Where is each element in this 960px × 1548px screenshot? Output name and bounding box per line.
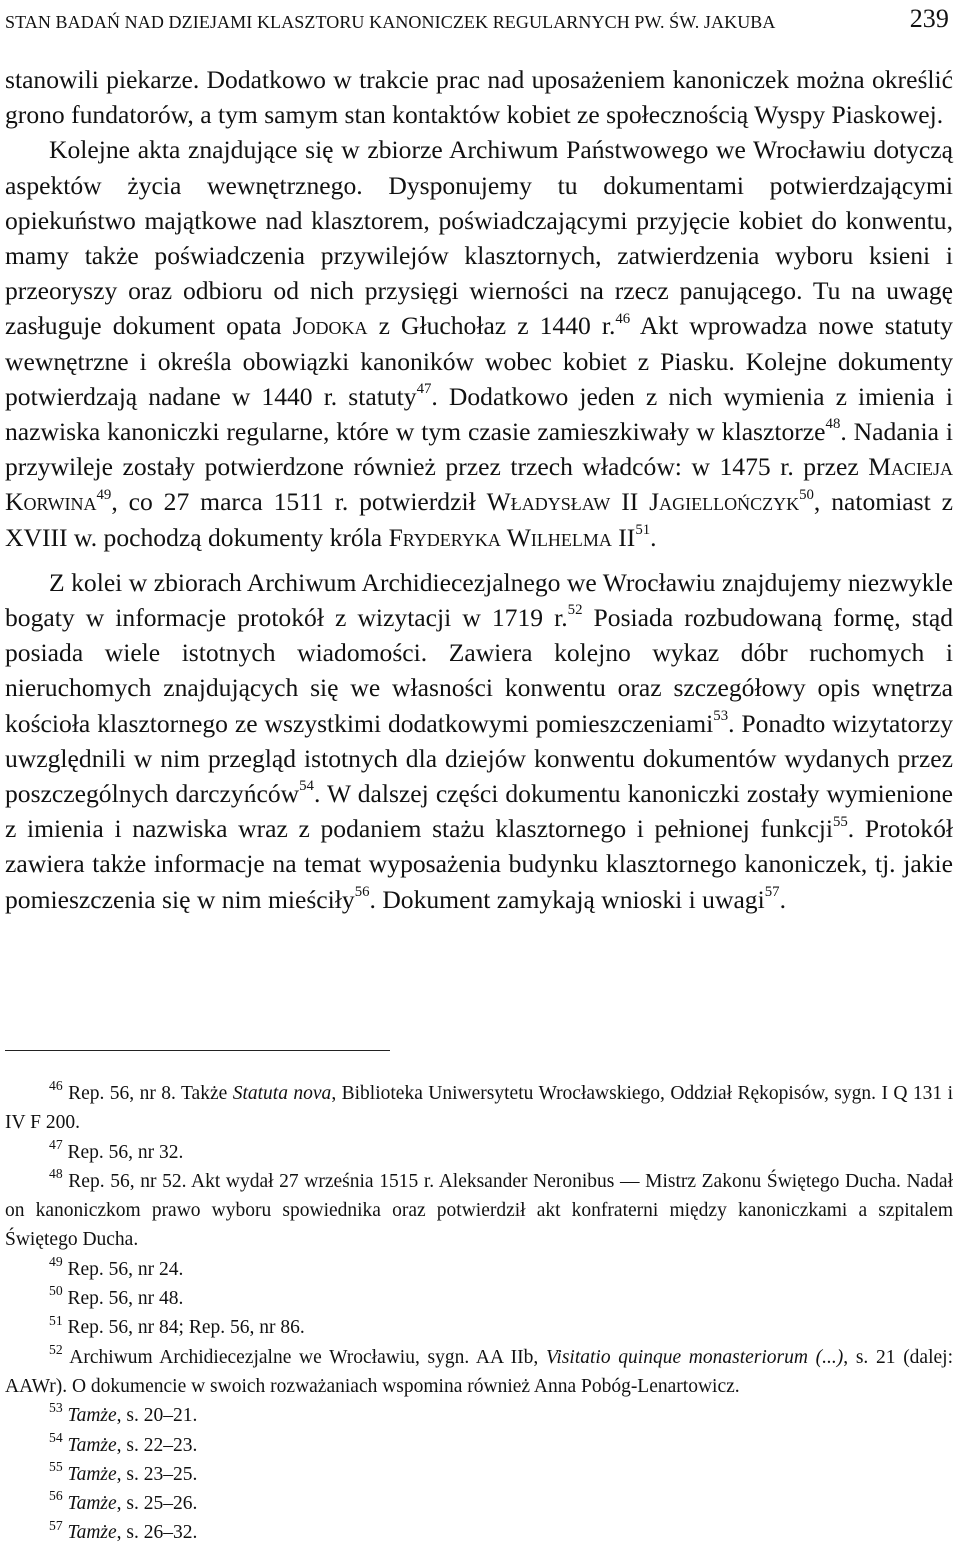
footnote-number: 56 bbox=[49, 1488, 63, 1504]
footnote-ref[interactable]: 52 bbox=[567, 602, 583, 619]
main-text bbox=[5, 62, 953, 917]
text-run: Z kolei w zbiorach Archiwum Archidiecezjalnego we Wrocławiu znajdujemy niezwykle bogaty w informacje protokół z wizytacji w 1719 r. bbox=[5, 567, 953, 633]
footnote-text: , s. 23–25. bbox=[116, 1463, 198, 1485]
paragraph-3 bbox=[5, 565, 953, 917]
running-header bbox=[5, 4, 955, 40]
footnote-46 bbox=[5, 1079, 953, 1138]
page-number: 239 bbox=[909, 4, 949, 33]
footnote-57 bbox=[5, 1518, 953, 1547]
footnote-52 bbox=[5, 1343, 953, 1402]
footnote-ref[interactable]: 53 bbox=[713, 707, 729, 724]
text-run: Kolejne akta znajdujące się w zbiorze Archiwum Państwowego we Wrocławiu dotyczą aspektów życia wewnętrznego. Dysponujemy tu dokumentami potwierdzającymi opiekuństwo majątkowe nad klasztorem, poświadczającymi przyjęcie kobiet do konwentu, mamy także poświadczenia przywilejów klasztornych, zatwierdzenia wyboru ksieni i przeoryszy oraz odbioru od nich przysięgi wierności na rzecz panującego. Tu na uwagę zasługuje dokument opata bbox=[5, 135, 953, 341]
footnote-47 bbox=[5, 1138, 953, 1167]
running-title: STAN BADAŃ NAD DZIEJAMI KLASZTORU KANONICZEK REGULARNYCH PW. ŚW. JAKUBA bbox=[5, 12, 776, 32]
text-run: . Protokół zawiera także informacje na temat wyposażenia budynku klasztornego kanoniczek, tj. jakie pomieszczenia się w nim mieściły bbox=[5, 814, 954, 914]
footnote-ref[interactable]: 50 bbox=[799, 486, 814, 503]
text-run: . Dodatkowo jeden z nich wymienia z imienia i nazwiska kanoniczki regularne, które w tym czasie zamieszkiwały w klasztorze bbox=[5, 381, 953, 447]
footnote-number: 57 bbox=[49, 1517, 63, 1533]
footnote-text: , s. 22–23. bbox=[116, 1434, 198, 1456]
text-run: . W dalszej części dokumentu kanoniczki zostały wymienione z imienia i nazwiska wraz z podaniem stażu klasztornego i pełnionej funkcji bbox=[5, 779, 953, 844]
text-run: . Dokument zamykają wnioski i uwagi bbox=[369, 884, 765, 914]
footnote-49 bbox=[5, 1255, 953, 1284]
paragraph-1 bbox=[5, 62, 953, 132]
title-italic: Statuta nova bbox=[232, 1083, 332, 1104]
footnote-text: , s. 20–21. bbox=[116, 1405, 198, 1427]
footnote-53 bbox=[5, 1401, 953, 1430]
footnote-number: 51 bbox=[49, 1312, 63, 1328]
paragraph-2 bbox=[5, 132, 953, 554]
person-name: Macieja Korwina bbox=[5, 452, 953, 517]
footnote-number: 54 bbox=[49, 1429, 63, 1445]
footnote-ref[interactable]: 55 bbox=[832, 813, 848, 830]
footnote-text: Archiwum Archidiecezjalne we Wrocławiu, sygn. AA IIb, bbox=[69, 1346, 546, 1368]
footnote-55 bbox=[5, 1460, 953, 1489]
footnote-text: Rep. 56, nr 84; Rep. 56, nr 86. bbox=[67, 1317, 305, 1339]
footnotes bbox=[5, 1079, 953, 1548]
text-run: . bbox=[650, 522, 657, 552]
text-run: z Głuchołaz z 1440 r. bbox=[367, 311, 616, 341]
footnote-number: 48 bbox=[49, 1166, 63, 1182]
ibid-italic: Tamże bbox=[67, 1405, 117, 1427]
footnote-number: 50 bbox=[49, 1283, 63, 1299]
footnote-ref[interactable]: 47 bbox=[416, 381, 432, 398]
footnote-ref[interactable]: 46 bbox=[615, 310, 631, 327]
text-run: Akt wprowadza nowe statuty wewnętrzne i określa obowiązki kanoników wobec kobiet z Piasku. Kolejne dokumenty potwierdzają nadane w 1440 r. statuty bbox=[5, 311, 953, 411]
footnote-48 bbox=[5, 1167, 953, 1255]
footnote-number: 46 bbox=[49, 1078, 63, 1094]
footnote-ref[interactable]: 54 bbox=[299, 778, 314, 795]
footnote-56 bbox=[5, 1489, 953, 1518]
footnote-separator bbox=[5, 1050, 390, 1051]
text-run: . Nadania i przywileje zostały potwierdzone również przez trzech władców: w 1475 r. przez bbox=[5, 417, 953, 482]
footnote-number: 49 bbox=[49, 1253, 63, 1269]
person-name: Jodoka bbox=[292, 311, 368, 341]
footnote-number: 47 bbox=[49, 1136, 63, 1152]
person-name: Fryderyka Wilhelma bbox=[388, 522, 612, 552]
footnote-ref[interactable]: 57 bbox=[764, 883, 780, 900]
footnote-text: Rep. 56, nr 8. Także bbox=[68, 1083, 233, 1104]
ibid-italic: Tamże bbox=[67, 1463, 117, 1485]
ibid-italic: Tamże bbox=[67, 1434, 117, 1456]
footnote-ref[interactable]: 48 bbox=[825, 416, 841, 433]
text-run: II bbox=[611, 522, 636, 552]
footnote-number: 52 bbox=[49, 1341, 63, 1357]
text-run: stanowili piekarze. Dodatkowo w trakcie prac nad uposażeniem kanoniczek można określić grono fundatorów, a tym samym stan kontaktów kobiet ze społecznością Wyspy Piaskowej. bbox=[5, 65, 953, 130]
footnote-51 bbox=[5, 1313, 953, 1342]
footnote-ref[interactable]: 49 bbox=[96, 486, 112, 503]
footnote-ref[interactable]: 51 bbox=[635, 521, 651, 538]
footnote-text: , Biblioteka Uniwersytetu Wrocławskiego, Oddział Rękopisów, sygn. I Q 131 i IV F 200. bbox=[5, 1083, 953, 1134]
text-run: . bbox=[779, 884, 786, 914]
ibid-italic: Tamże bbox=[67, 1522, 117, 1544]
person-name: Władysław II Jagiellończyk bbox=[486, 487, 800, 517]
title-italic: Visitatio quinque monasteriorum (...) bbox=[545, 1346, 844, 1368]
footnote-text: Rep. 56, nr 24. bbox=[67, 1258, 184, 1280]
ibid-italic: Tamże bbox=[67, 1493, 117, 1515]
footnote-text: Rep. 56, nr 48. bbox=[67, 1288, 184, 1310]
footnote-text: Rep. 56, nr 32. bbox=[67, 1141, 184, 1163]
footnote-text: , s. 25–26. bbox=[116, 1493, 198, 1515]
text-run: , co 27 marca 1511 r. potwierdził bbox=[111, 487, 487, 517]
text-run: Posiada rozbudowaną formę, stąd posiada wiele istotnych wiadomości. Zawiera kolejno wykaz dóbr ruchomych i nieruchomych znajdujących się we własności konwentu oraz szczegółowy opis wnętrza kościoła klasztornego ze wszystkimi dodatkowymi pomieszczeniami bbox=[5, 603, 953, 738]
footnote-number: 53 bbox=[49, 1400, 63, 1416]
text-run: . Ponadto wizytatorzy uwzględnili w nim przegląd istotnych dla dziejów konwentu dokumentów wydanych przez poszczególnych darczyńców bbox=[5, 708, 954, 809]
footnote-ref[interactable]: 56 bbox=[354, 883, 370, 900]
footnote-text: , s. 21 (dalej: AAWr). O dokumencie w swoich rozważaniach wspomina również Anna Pobóg-Lenartowicz. bbox=[5, 1346, 953, 1397]
text-run: , natomiast z XVIII w. pochodzą dokumenty króla bbox=[5, 487, 953, 552]
footnote-text: Rep. 56, nr 52. Akt wydał 27 września 1515 r. Aleksander Neronibus — Mistrz Zakonu Świętego Ducha. Nadał on kanoniczkom prawo wyboru spowiednika oraz potwierdził akt konfraterni między kanoniczkami a szpitalem Świętego Ducha. bbox=[5, 1170, 954, 1251]
footnote-54 bbox=[5, 1431, 953, 1460]
footnote-number: 55 bbox=[49, 1459, 63, 1474]
footnote-50 bbox=[5, 1284, 953, 1313]
footnote-text: , s. 26–32. bbox=[116, 1522, 198, 1544]
